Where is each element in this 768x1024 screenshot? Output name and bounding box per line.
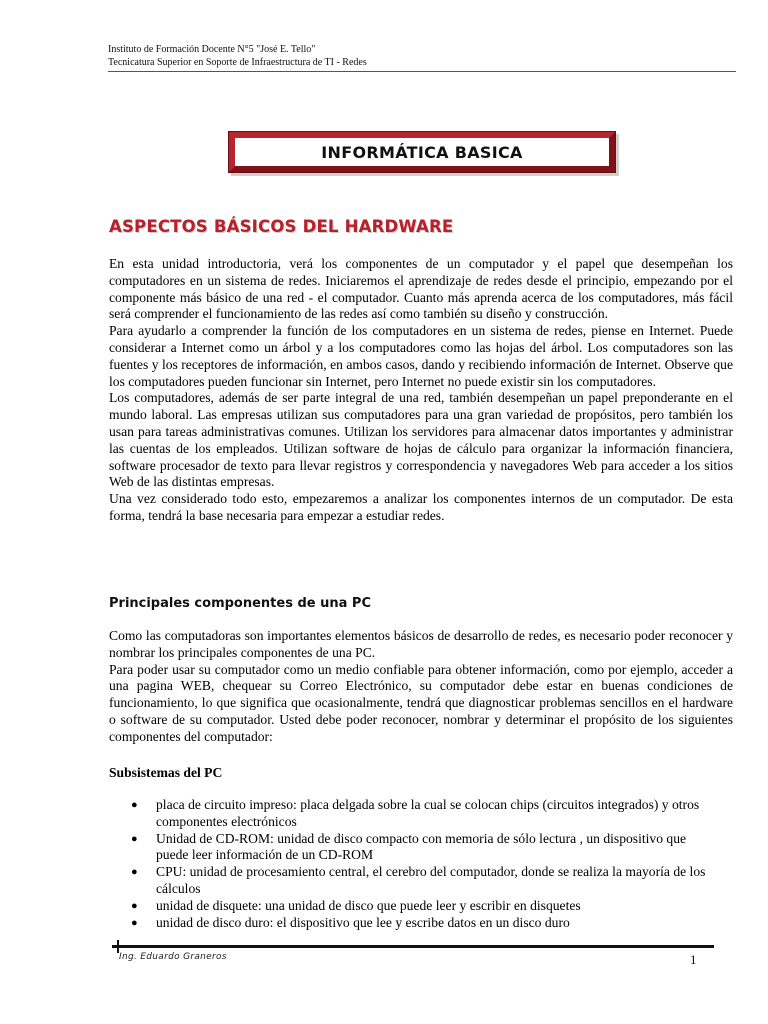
header-institution: Instituto de Formación Docente N°5 "José E. Tello" <box>108 44 316 55</box>
paragraph: Los computadores, además de ser parte integral de una red, también desempeñan un papel preponderante en el mundo laboral. Las empresas utilizan sus computadores para una gran variedad de propósitos, pero también los usan para tareas administrativas comunes. Utilizan los servidores para almacenar datos importantes y administrar las cuentas de los empleados. Utilizan software de hojas de cálculo para organizar la información financiera, software procesador de texto para llevar registros y correspondencia y navegadores Web para acceder a los sitios Web de las distintas empresas. <box>109 390 733 490</box>
paragraph: Una vez considerado todo esto, empezaremos a analizar los componentes internos de un computador. De esta forma, tendrá la base necesaria para empezar a estudiar redes. <box>109 491 733 523</box>
page-header <box>108 43 736 69</box>
footer-author: Ing. Eduardo Graneros <box>119 952 227 962</box>
bullet-icon: ● <box>131 832 138 845</box>
paragraph: En esta unidad introductoria, verá los componentes de un computador y el papel que desempeñan los computadores en un sistema de redes. Iniciaremos el aprendizaje de redes desde el principio, empezando por el componente más básico de una red - el computador. Cuanto más aprenda acerca de los computadores, más fácil será comprender el funcionamiento de las redes así como también su diseño y construcción. <box>109 256 733 322</box>
section-title: ASPECTOS BÁSICOS DEL HARDWARE <box>109 217 454 236</box>
list-item: ● CPU: unidad de procesamiento central, el cerebro del computador, donde se realiza la mayoría de los cálculos <box>131 864 706 896</box>
bullet-icon: ● <box>131 799 138 811</box>
subsection-title: Principales componentes de una PC <box>109 596 371 611</box>
list-item: ● placa de circuito impreso: placa delgada sobre la cual se colocan chips (circuitos integrados) y otros componentes electrónicos <box>131 797 700 829</box>
list-item: ● Unidad de CD-ROM: unidad de disco compacto con memoria de sólo lectura , un dispositivo que puede leer información de un CD-ROM <box>131 830 687 863</box>
header-divider <box>108 71 736 72</box>
bullet-icon: ● <box>131 916 138 929</box>
document-title: INFORMÁTICA BASICA <box>321 142 523 162</box>
paragraph: Para poder usar su computador como un medio confiable para obtener información, como por ejemplo, acceder a una pagina WEB, chequear su Correo Electrónico, su computador debe estar en buenas condiciones de funcionamiento, lo que significa que ocasionalmente, tendrá que diagnosticar problemas sencillos en el hardware o software de su computador. Usted debe poder reconocer, nombrar y determinar el propósito de los siguientes componentes del computador: <box>109 661 733 744</box>
title-banner <box>228 131 616 173</box>
bullet-icon: ● <box>131 899 138 912</box>
intro-text <box>109 256 733 525</box>
list-item: ● unidad de disquete: una unidad de disco que puede leer y escribir en disquetes <box>131 897 581 913</box>
subsystems-list <box>109 797 733 931</box>
components-text <box>109 628 733 746</box>
list-item: ● unidad de disco duro: el dispositivo que lee y escribe datos en un disco duro <box>131 914 570 930</box>
subsystems-title: Subsistemas del PC <box>109 765 223 780</box>
header-program: Tecnicatura Superior en Soporte de Infraestructura de TI - Redes <box>108 57 367 68</box>
page-number: 1 <box>690 952 697 967</box>
bullet-icon: ● <box>131 866 138 879</box>
footer-divider <box>112 945 714 948</box>
paragraph: Para ayudarlo a comprender la función de los computadores en un sistema de redes, piense en Internet. Puede considerar a Internet como un árbol y a los computadores como las hojas del árbol. Los computadores son las fuentes y los receptores de información, en ambos casos, dando y recibiendo información de Internet. Observe que los computadores pueden funcionar sin Internet, pero Internet no puede existir sin los computadores. <box>109 323 733 389</box>
paragraph: Como las computadoras son importantes elementos básicos de desarrollo de redes, es necesario poder reconocer y nombrar los principales componentes de una PC. <box>109 628 733 660</box>
